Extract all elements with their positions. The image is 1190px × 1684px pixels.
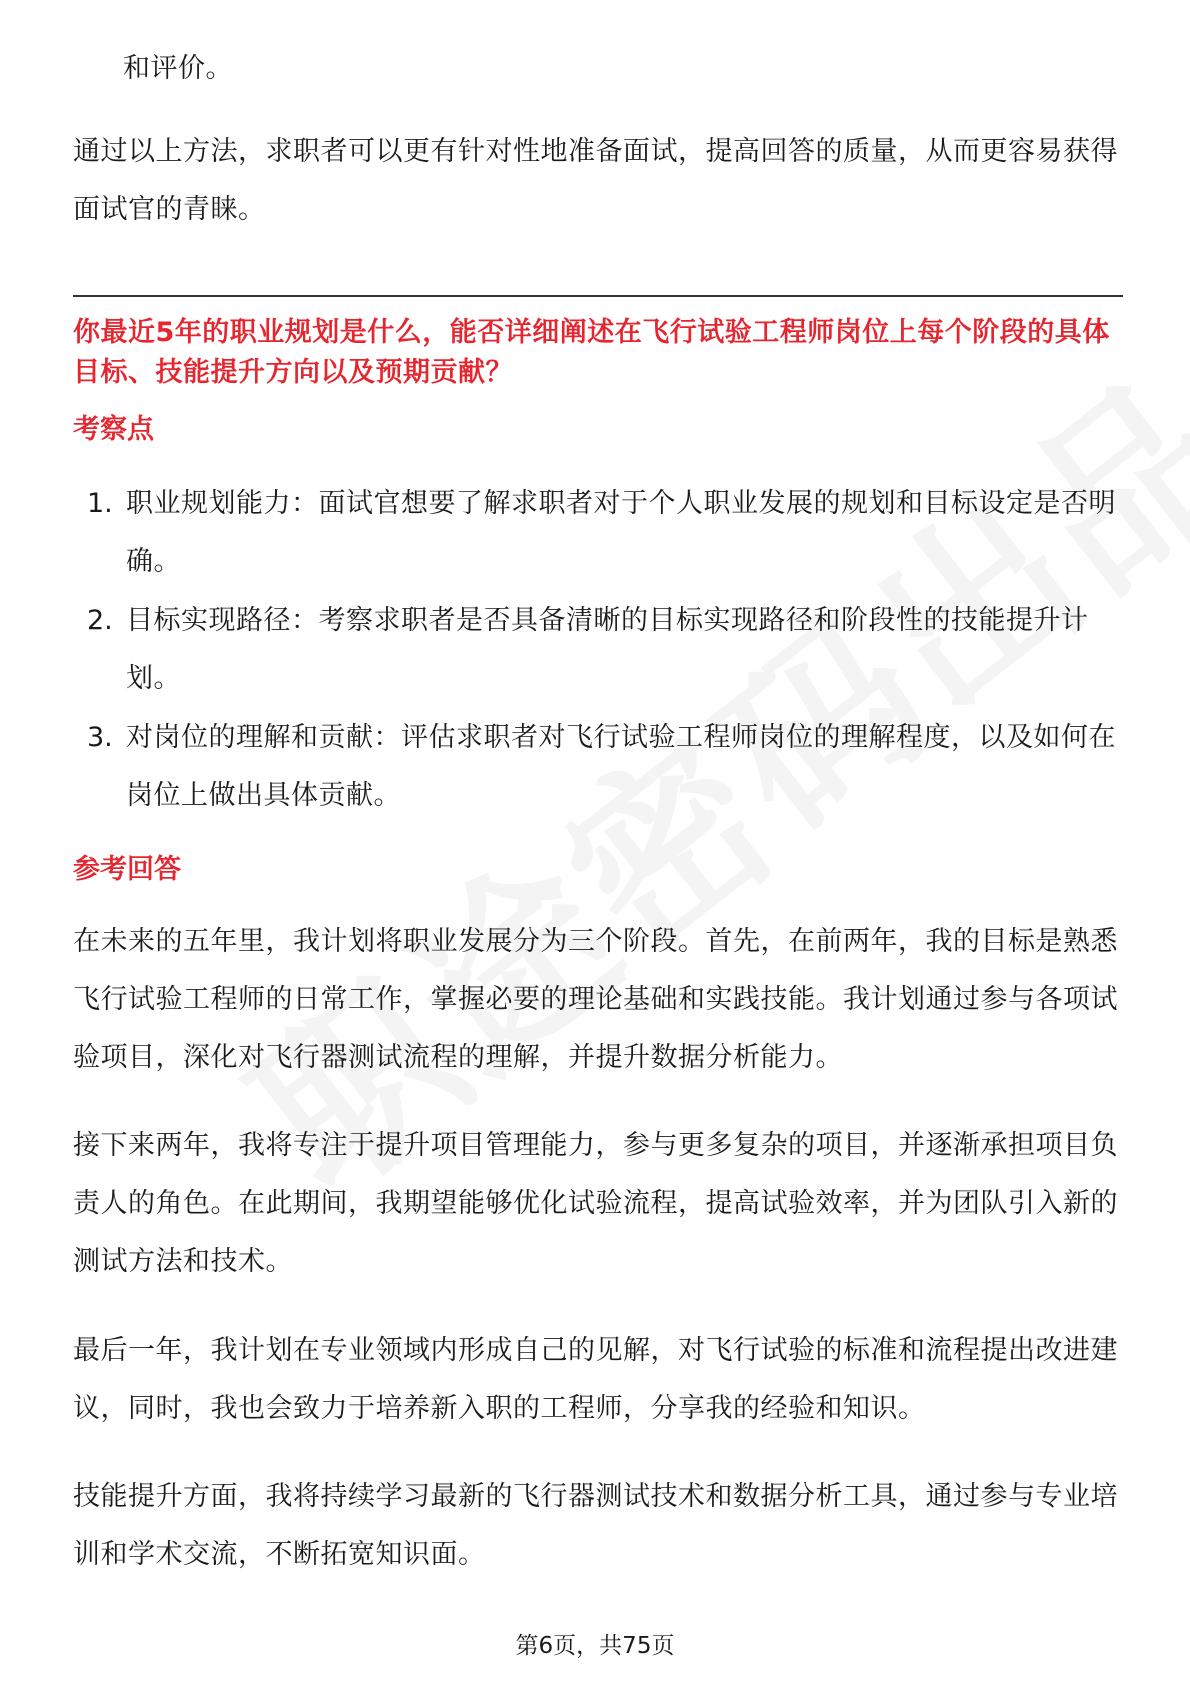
page-footer: 第6页，共75页	[515, 1633, 675, 1659]
answer-paragraph-2: 接下来两年，我将专注于提升项目管理能力，参与更多复杂的项目，并逐渐承担项目负责人的角色。在此期间，我期望能够优化试验流程，提高试验效率，并为团队引入新的测试方法和技术。	[73, 1130, 1118, 1277]
list-text: 对岗位的理解和贡献：评估求职者对飞行试验工程师岗位的理解程度，以及如何在岗位上做出具体贡献。	[126, 722, 1116, 811]
list-number: 2.	[87, 605, 113, 636]
list-text: 目标实现路径：考察求职者是否具备清晰的目标实现路径和阶段性的技能提升计划。	[126, 605, 1089, 694]
continued-text: 和评价。	[123, 53, 233, 84]
section-divider	[73, 295, 1123, 297]
assessment-heading: 考察点	[73, 414, 154, 445]
list-text: 职业规划能力：面试官想要了解求职者对于个人职业发展的规划和目标设定是否明确。	[126, 488, 1116, 577]
list-number: 1.	[87, 488, 113, 519]
answer-paragraph-4: 技能提升方面，我将持续学习最新的飞行器测试技术和数据分析工具，通过参与专业培训和学术交流，不断拓宽知识面。	[73, 1481, 1118, 1570]
answer-paragraph-3: 最后一年，我计划在专业领域内形成自己的见解，对飞行试验的标准和流程提出改进建议，同时，我也会致力于培养新入职的工程师，分享我的经验和知识。	[73, 1335, 1118, 1424]
interview-question: 你最近5年的职业规划是什么，能否详细阐述在飞行试验工程师岗位上每个阶段的具体目标、技能提升方向以及预期贡献？	[73, 317, 1110, 388]
answer-paragraph-1: 在未来的五年里，我计划将职业发展分为三个阶段。首先，在前两年，我的目标是熟悉飞行试验工程师的日常工作，掌握必要的理论基础和实践技能。我计划通过参与各项试验项目，深化对飞行器测试流程的理解，并提升数据分析能力。	[73, 926, 1118, 1073]
summary-paragraph: 通过以上方法，求职者可以更有针对性地准备面试，提高回答的质量，从而更容易获得面试官的青睐。	[73, 136, 1118, 225]
list-number: 3.	[87, 722, 113, 753]
answer-heading: 参考回答	[73, 854, 181, 885]
